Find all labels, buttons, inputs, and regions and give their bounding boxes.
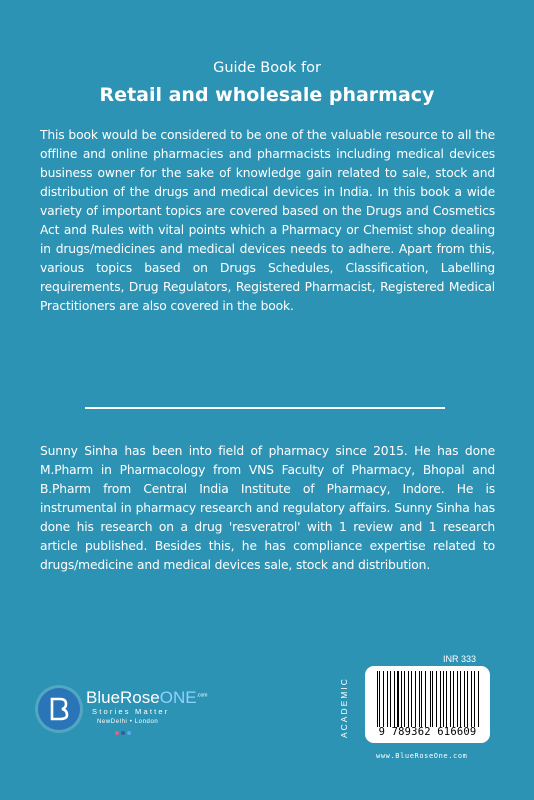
section-divider bbox=[85, 407, 445, 409]
instagram-icon bbox=[115, 731, 119, 735]
isbn-barcode bbox=[365, 666, 490, 743]
author-bio: Sunny Sinha has been into field of pharmacy since 2015. He has done M.Pharm in Pharmacology from VNS Faculty of Pharmacy, Bhopal and B.Pharm from Central India Institute of Pharmacy, Indore. He is instrumental in pharmacy research and regulatory affairs. Sunny Sinha has done his research on a drug 'resveratrol' with 1 review and 1 research article published. Besides this, he has compliance expertise related to drugs/medicine and medical devices sale, stock and distribution. bbox=[40, 444, 495, 572]
barcode-bars bbox=[377, 671, 481, 727]
book-description: This book would be considered to be one of the valuable resource to all the offline and online pharmacies and pharmacists including medical devices business owner for the sake of knowledge gain related to sale, stock and distribution of the drugs and medical devices in India. In this book a wide variety of important topics are covered based on the Drugs and Cosmetics Act and Rules with vital points which a Pharmacy or Chemist shop dealing in drugs/medicines and medical devices needs to adhere. Apart from this, various topics based on Drugs Schedules, Classification, Labelling requirements, Drug Regulators, Registered Pharmacist, Registered Medical Practitioners are also covered in the book. bbox=[40, 128, 495, 313]
publisher-cities: NewDelhi • London bbox=[97, 719, 159, 725]
price-label: INR 333 bbox=[443, 654, 477, 664]
social-icons bbox=[115, 731, 131, 735]
publisher-domain: .com bbox=[196, 692, 208, 699]
publisher-name-part2: ONE bbox=[159, 688, 197, 707]
facebook-icon bbox=[121, 731, 125, 735]
publisher-website: www.BlueRoseOne.com bbox=[376, 752, 468, 760]
publisher-name bbox=[86, 688, 207, 708]
publisher-logo-icon bbox=[38, 688, 80, 730]
book-subtitle: Guide Book for bbox=[213, 60, 321, 76]
twitter-icon bbox=[127, 731, 131, 735]
category-label: ACADEMIC bbox=[339, 677, 349, 738]
publisher-name-part1: BlueRose bbox=[86, 688, 160, 707]
isbn-number: 9 789362 616609 bbox=[378, 726, 477, 738]
book-title: Retail and wholesale pharmacy bbox=[99, 84, 435, 106]
publisher-tagline: Stories Matter bbox=[92, 707, 170, 716]
